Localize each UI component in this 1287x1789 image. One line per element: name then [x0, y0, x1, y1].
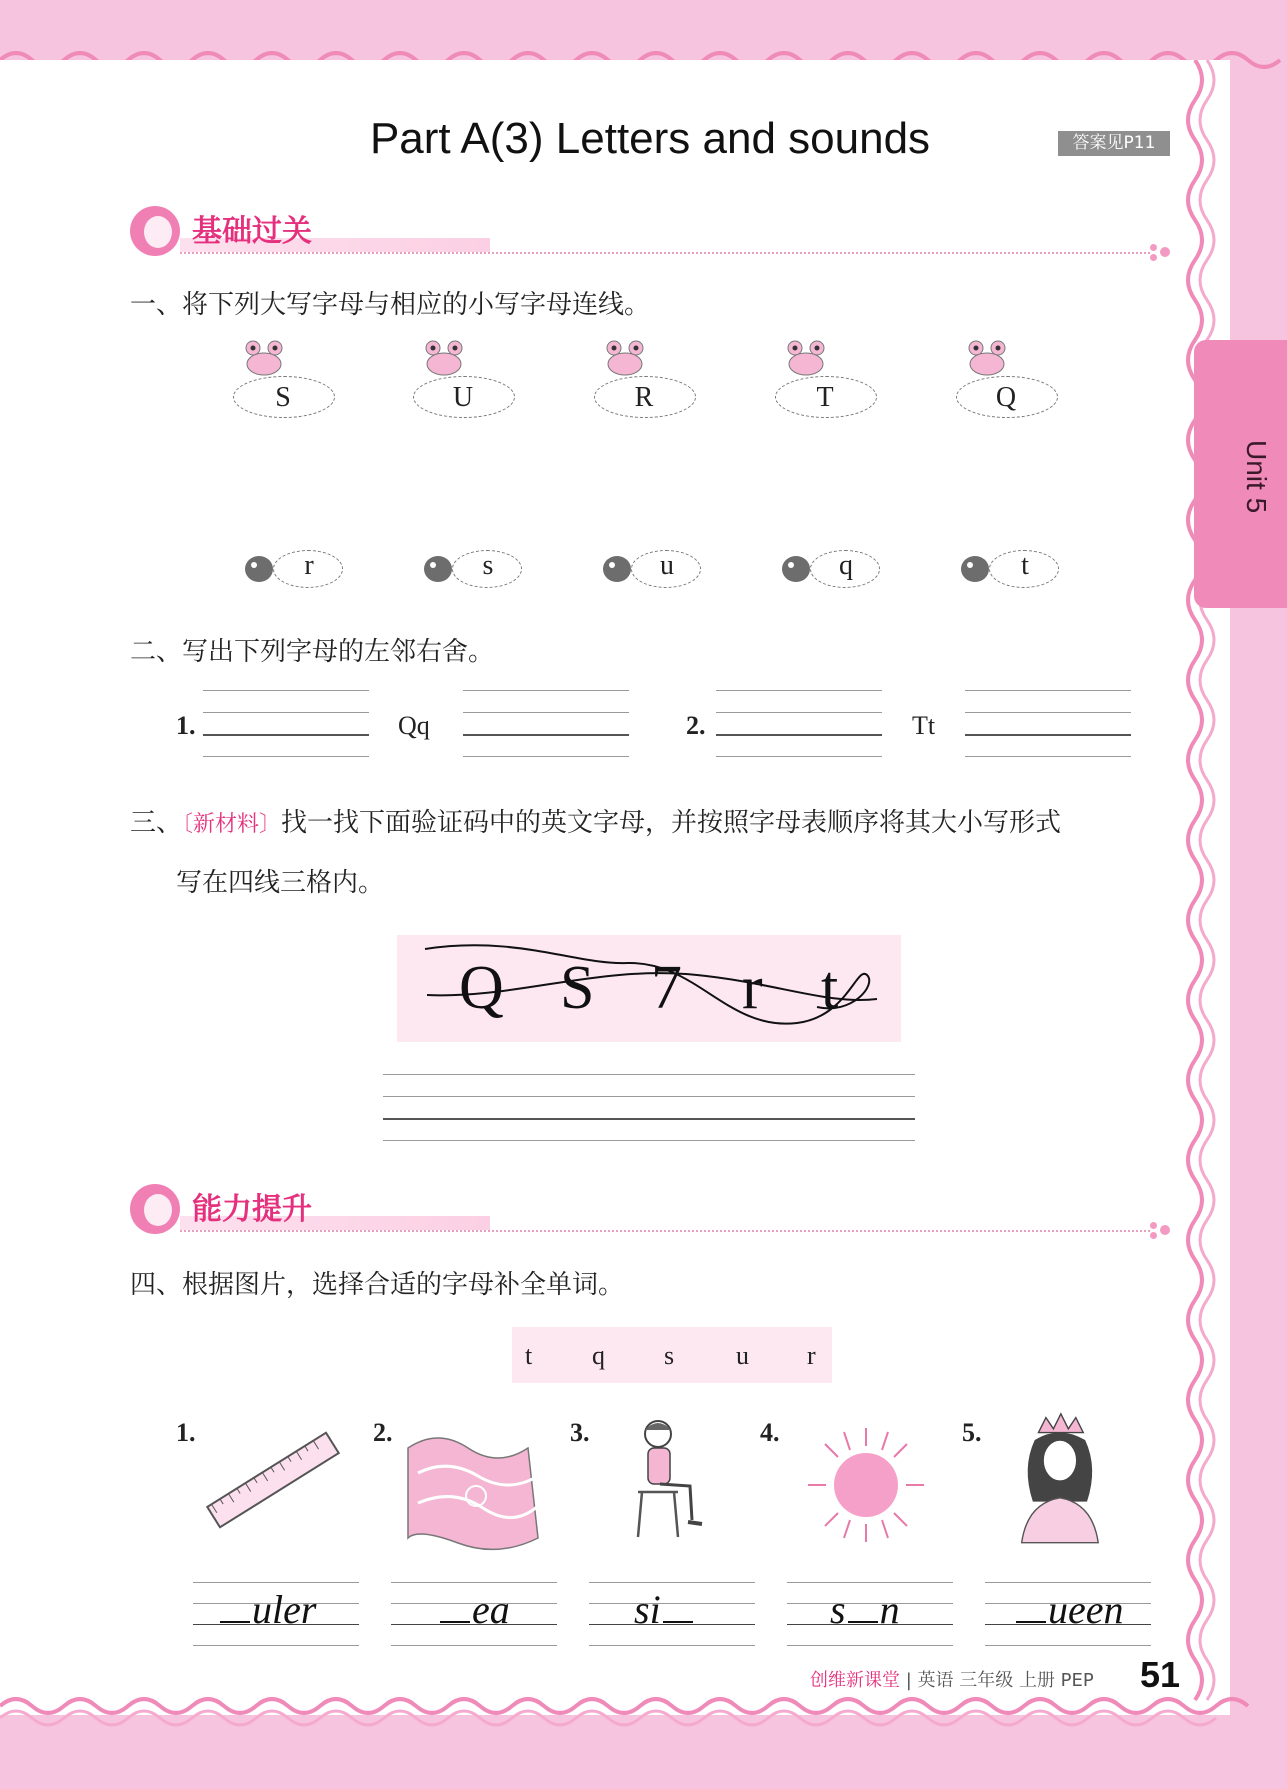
q2-item-1-number: 1. — [176, 711, 196, 740]
unit-tab — [1194, 340, 1287, 608]
uppercase-letter: Q — [995, 382, 1017, 413]
tadpole-card[interactable] — [961, 548, 1061, 592]
tadpole-icon — [245, 556, 273, 582]
frog-card[interactable] — [233, 340, 343, 420]
section-advanced-label: 能力提升 — [192, 1192, 312, 1227]
frog-icon — [966, 340, 1008, 376]
question-3-text — [130, 802, 1061, 839]
captcha-box — [397, 935, 901, 1042]
q4-item-4-number: 4. — [760, 1418, 780, 1447]
captcha-char: S — [560, 954, 595, 1022]
tadpole-card[interactable] — [245, 548, 345, 592]
uppercase-letter: T — [816, 382, 834, 413]
frog-card[interactable] — [594, 340, 704, 420]
q2-item-2-number: 2. — [686, 711, 706, 740]
q4-item-2-number: 2. — [373, 1418, 393, 1447]
q2-1-left-fourline[interactable] — [203, 690, 369, 758]
tadpole-icon — [782, 556, 810, 582]
tadpole-icon — [603, 556, 631, 582]
answer-blank[interactable] — [440, 1591, 470, 1623]
girl-sitting-picture — [598, 1412, 748, 1552]
tadpole-card[interactable] — [424, 548, 524, 592]
wavy-border-right — [1185, 60, 1235, 1710]
new-material-tag: 〔新材料〕 — [182, 812, 282, 837]
captcha-char: 7 — [651, 954, 682, 1022]
frog-icon — [604, 340, 646, 376]
letter-bank — [512, 1327, 832, 1383]
frog-card[interactable] — [775, 340, 885, 420]
word-part: uler — [252, 1587, 317, 1632]
lowercase-letter: s — [482, 550, 494, 581]
uppercase-letter: U — [452, 382, 474, 413]
frog-icon — [423, 340, 465, 376]
q4-word-3 — [634, 1586, 695, 1633]
q3-text-line1: 找一找下面验证码中的英文字母，并按照字母表顺序将其大小写形式 — [281, 808, 1062, 838]
student-badge-icon — [130, 206, 180, 256]
footer-book-info: | 英语 三年级 上册 PEP — [905, 1670, 1094, 1691]
uppercase-letter: S — [275, 382, 291, 413]
answer-blank[interactable] — [848, 1591, 878, 1623]
captcha-noise-line — [397, 935, 901, 1042]
tadpole-card[interactable] — [603, 548, 703, 592]
q4-word-4 — [830, 1586, 900, 1633]
lowercase-letter: u — [660, 550, 674, 581]
wavy-border-bottom — [0, 1690, 1287, 1736]
word-part: s — [830, 1587, 846, 1632]
captcha-char: r — [742, 954, 763, 1022]
q2-item-1-letter: Qq — [398, 711, 430, 740]
queen-picture — [998, 1412, 1148, 1552]
q2-2-right-fourline[interactable] — [965, 690, 1131, 758]
answer-blank[interactable] — [663, 1591, 693, 1623]
q3-text-line2: 写在四线三格内。 — [176, 868, 385, 898]
tadpole-icon — [961, 556, 989, 582]
q3-prefix: 三、 — [130, 808, 183, 838]
q3-answer-fourline[interactable] — [383, 1074, 915, 1142]
ruler-picture — [198, 1410, 348, 1550]
q4-item-3-number: 3. — [570, 1418, 590, 1447]
page-title: Part A(3) Letters and sounds — [369, 114, 931, 163]
frog-icon — [243, 340, 285, 376]
q2-2-left-fourline[interactable] — [716, 690, 882, 758]
footer-info — [810, 1666, 1094, 1692]
word-part: ueen — [1048, 1587, 1124, 1632]
section-divider — [180, 1230, 1150, 1232]
frog-card[interactable] — [956, 340, 1066, 420]
q4-word-2 — [438, 1586, 510, 1633]
bank-letter: q — [592, 1341, 605, 1370]
bank-letter: s — [664, 1341, 675, 1370]
answer-blank[interactable] — [220, 1591, 250, 1623]
tadpole-card[interactable] — [782, 548, 882, 592]
bank-letter: u — [736, 1341, 749, 1370]
bank-letter: r — [807, 1341, 816, 1370]
captcha-char: Q — [459, 954, 504, 1022]
frog-card[interactable] — [413, 340, 523, 420]
dots-icon — [1150, 242, 1176, 262]
lowercase-letter: r — [304, 550, 314, 581]
frog-icon — [785, 340, 827, 376]
word-part: ea — [472, 1587, 510, 1632]
section-divider — [180, 252, 1150, 254]
uppercase-letter: R — [634, 382, 654, 413]
page-number: 51 — [1140, 1654, 1181, 1695]
footer-brand: 创维新课堂 — [810, 1670, 900, 1691]
q2-1-right-fourline[interactable] — [463, 690, 629, 758]
section-basic-label: 基础过关 — [192, 214, 312, 249]
sun-picture — [806, 1420, 956, 1560]
unit-tab-label: Unit 5 — [1241, 440, 1272, 514]
q4-word-1 — [218, 1586, 316, 1633]
answer-reference-tag: 答案见P11 — [1058, 131, 1170, 156]
q4-item-1-number: 1. — [176, 1418, 196, 1447]
sea-picture — [398, 1418, 548, 1558]
student-badge-icon — [130, 1184, 180, 1234]
answer-blank[interactable] — [1016, 1591, 1046, 1623]
question-1-text: 一、将下列大写字母与相应的小写字母连线。 — [130, 290, 651, 320]
question-2-text: 二、写出下列字母的左邻右舍。 — [130, 637, 495, 667]
lowercase-letter: q — [839, 550, 853, 581]
lowercase-letter: t — [1021, 550, 1029, 581]
word-part: n — [879, 1587, 900, 1632]
bank-letter: t — [525, 1341, 533, 1370]
q4-item-5-number: 5. — [962, 1418, 982, 1447]
q4-word-5 — [1014, 1586, 1124, 1633]
section-basic-head — [130, 200, 1170, 260]
dots-icon — [1150, 1220, 1176, 1240]
word-part: si — [634, 1587, 661, 1632]
q2-item-2-letter: Tt — [912, 711, 936, 740]
captcha-char: t — [821, 954, 839, 1022]
tadpole-icon — [424, 556, 452, 582]
question-4-text: 四、根据图片，选择合适的字母补全单词。 — [130, 1270, 625, 1300]
section-advanced-head — [130, 1178, 1170, 1238]
